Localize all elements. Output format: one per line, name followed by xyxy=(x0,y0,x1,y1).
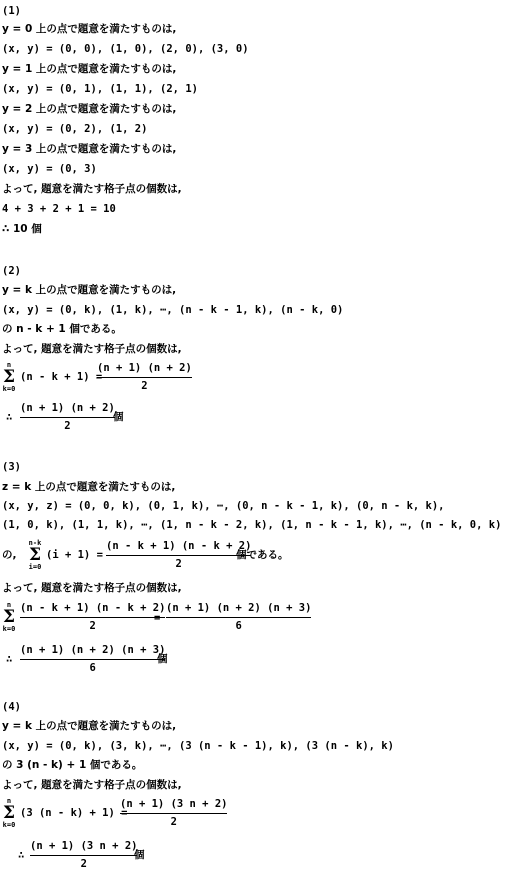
section-4-line-4: よって, 題意を満たす格子点の個数は, xyxy=(2,779,182,791)
section-2-therefore: ∴ xyxy=(6,411,13,423)
section-3-fraction-2: (n - k + 1) (n - k + 2) 2 xyxy=(20,602,166,632)
section-3-answer-fraction: (n + 1) (n + 2) (n + 3) 6 xyxy=(20,644,166,674)
section-1-line-8: (x, y) = (0, 3) xyxy=(2,163,97,175)
section-1-line-4: (x, y) = (0, 1), (1, 1), (2, 1) xyxy=(2,83,198,95)
section-2-line-2: (x, y) = (0, k), (1, k), ⋯, (n - k - 1, k), (n - k, 0) xyxy=(2,304,344,316)
section-2-label: (2) xyxy=(2,265,21,277)
section-4-fraction: (n + 1) (3 n + 2) 2 xyxy=(120,798,228,828)
section-2-fraction: (n + 1) (n + 2) 2 xyxy=(97,362,192,392)
section-1-line-10: 4 + 3 + 2 + 1 = 10 xyxy=(2,203,116,215)
section-3-line-4-prefix: の, xyxy=(2,549,17,561)
section-4-line-1: y = k 上の点で題意を満たすものは, xyxy=(2,720,177,732)
section-2-sum-sign: n Σ k=0 xyxy=(2,361,16,393)
section-1-label: (1) xyxy=(2,5,21,17)
section-1-answer: ∴ 10 個 xyxy=(2,223,42,235)
section-2-sum-term: (n - k + 1) = xyxy=(20,371,103,383)
section-3-line-1: z = k 上の点で題意を満たすものは, xyxy=(2,481,176,493)
section-3-line-5: よって, 題意を満たす格子点の個数は, xyxy=(2,582,182,594)
section-3-sum-sign-1: n-k Σ i=0 xyxy=(28,539,42,571)
section-1-line-9: よって, 題意を満たす格子点の個数は, xyxy=(2,183,182,195)
section-2-answer-unit: 個 xyxy=(113,411,124,423)
section-4-label: (4) xyxy=(2,701,21,713)
section-3-fraction-1: (n - k + 1) (n - k + 2) 2 xyxy=(106,540,252,570)
section-3-line-2: (x, y, z) = (0, 0, k), (0, 1, k), ⋯, (0, n - k - 1, k), (0, n - k, k), xyxy=(2,500,445,512)
section-2-line-4: よって, 題意を満たす格子点の個数は, xyxy=(2,343,182,355)
section-4-line-3: の 3 (n - k) + 1 個である。 xyxy=(2,759,143,771)
section-2-answer-fraction: (n + 1) (n + 2) 2 xyxy=(20,402,115,432)
section-1-line-6: (x, y) = (0, 2), (1, 2) xyxy=(2,123,148,135)
section-3-equals: = xyxy=(154,612,161,624)
section-3-line-4-suffix: 個である。 xyxy=(236,549,289,561)
section-1-line-1: y = 0 上の点で題意を満たすものは, xyxy=(2,23,177,35)
section-3-sum-term-1: (i + 1) = xyxy=(46,549,103,561)
section-2-line-1: y = k 上の点で題意を満たすものは, xyxy=(2,284,177,296)
section-1-line-5: y = 2 上の点で題意を満たすものは, xyxy=(2,103,177,115)
section-3-line-3: (1, 0, k), (1, 1, k), ⋯, (1, n - k - 2, k), (1, n - k - 1, k), ⋯, (n - k, 0, k) xyxy=(2,519,502,531)
section-1-line-3: y = 1 上の点で題意を満たすものは, xyxy=(2,63,177,75)
section-3-fraction-3: (n + 1) (n + 2) (n + 3) 6 xyxy=(166,602,312,632)
section-3-sum-sign-2: n Σ k=0 xyxy=(2,601,16,633)
section-2-line-3: の n - k + 1 個である。 xyxy=(2,323,122,335)
section-3-answer-unit: 個 xyxy=(157,653,168,665)
section-1-line-7: y = 3 上の点で題意を満たすものは, xyxy=(2,143,177,155)
section-4-answer-fraction: (n + 1) (3 n + 2) 2 xyxy=(30,840,138,870)
section-3-therefore: ∴ xyxy=(6,653,13,665)
section-4-sum-term: (3 (n - k) + 1) = xyxy=(20,807,128,819)
section-4-sum-sign: n Σ k=0 xyxy=(2,797,16,829)
section-4-answer-unit: 個 xyxy=(134,849,145,861)
section-1-line-2: (x, y) = (0, 0), (1, 0), (2, 0), (3, 0) xyxy=(2,43,249,55)
section-3-label: (3) xyxy=(2,461,21,473)
section-4-line-2: (x, y) = (0, k), (3, k), ⋯, (3 (n - k - 1), k), (3 (n - k), k) xyxy=(2,740,394,752)
section-4-therefore: ∴ xyxy=(18,849,25,861)
